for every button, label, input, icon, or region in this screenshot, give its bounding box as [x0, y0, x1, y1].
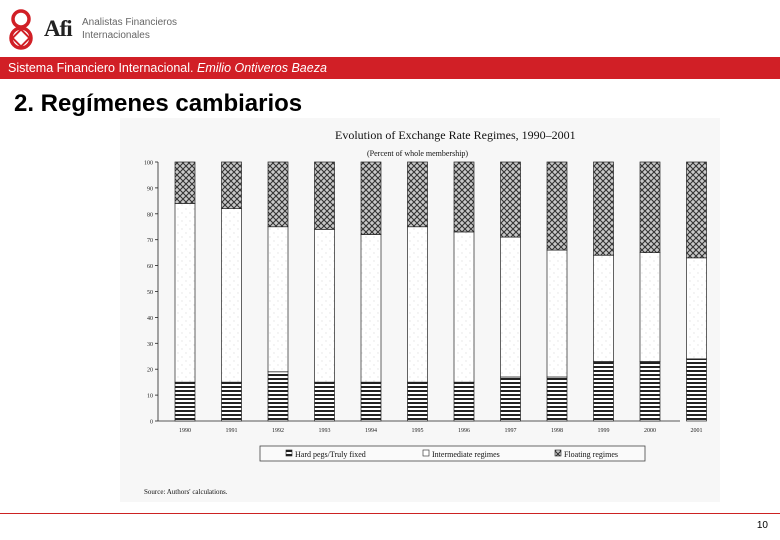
bar-segment-intermediate [361, 235, 381, 383]
bar-segment-floating [594, 162, 614, 255]
bar-segment-intermediate [687, 258, 707, 359]
bar-segment-intermediate [222, 209, 242, 383]
bar-segment-floating [687, 162, 707, 258]
x-tick-label: 1991 [225, 428, 238, 434]
bar-segment-floating [222, 162, 242, 209]
x-tick-label: 1990 [179, 428, 191, 434]
stacked-bar-chart [120, 118, 720, 502]
bar-segment-intermediate [315, 229, 335, 382]
bar-segment-hard-peg [315, 382, 335, 421]
x-tick-label: 1998 [551, 428, 563, 434]
x-axis-labels [179, 428, 703, 434]
legend-swatch-intermediate [423, 450, 429, 456]
bar-segment-hard-peg [361, 382, 381, 421]
y-tick-label: 60 [147, 264, 153, 271]
x-tick-label: 1994 [365, 428, 377, 434]
slide-title: 2. Regímenes cambiarios [14, 90, 303, 117]
bar-segment-intermediate [547, 250, 567, 377]
x-tick-label: 1997 [504, 428, 517, 434]
y-tick-label: 50 [147, 290, 153, 296]
author-name: Emilio Ontiveros Baeza [197, 61, 327, 75]
x-tick-label: 1995 [411, 428, 424, 434]
y-tick-label: 30 [147, 341, 153, 348]
bar-segment-hard-peg [268, 372, 288, 421]
bar-segment-floating [315, 162, 335, 229]
bar-segment-hard-peg [501, 377, 521, 421]
x-tick-label: 2001 [690, 428, 703, 434]
bar-segment-hard-peg [175, 382, 195, 421]
bar-segment-floating [501, 162, 521, 237]
bar-segment-floating [408, 162, 428, 227]
bar-segment-floating [640, 162, 660, 253]
legend-label-hard: Hard pegs/Truly fixed [295, 450, 366, 459]
bar-segment-intermediate [454, 232, 474, 382]
page-number: 10 [756, 520, 768, 531]
chart-source: Source: Authors' calculations. [144, 488, 228, 496]
bar-segment-hard-peg [640, 361, 660, 421]
bar-segment-hard-peg [454, 382, 474, 421]
legend-label-floating: Floating regimes [564, 450, 618, 459]
x-tick-label: 2000 [644, 428, 656, 434]
bar-segment-intermediate [408, 227, 428, 382]
x-tick-label: 1999 [597, 428, 610, 434]
bar-segment-floating [454, 162, 474, 232]
bar-segment-intermediate [594, 255, 614, 361]
y-tick-label: 10 [147, 393, 153, 400]
bar-segment-floating [175, 162, 195, 203]
bar-segment-hard-peg [408, 382, 428, 421]
legend-swatch-hard [286, 450, 292, 456]
header-bar-text [8, 61, 327, 75]
chart-image [120, 118, 720, 502]
bar-segment-intermediate [175, 203, 195, 382]
bar-segment-intermediate [501, 237, 521, 377]
y-tick-label: 40 [147, 315, 153, 322]
y-tick-label: 100 [144, 160, 153, 167]
brand-name-line1: Analistas Financieros [82, 17, 178, 28]
footer-rule [0, 513, 780, 514]
bar-segment-hard-peg [547, 377, 567, 421]
x-tick-label: 1993 [318, 428, 331, 434]
bar-segment-hard-peg [594, 361, 614, 421]
y-tick-label: 70 [147, 238, 153, 245]
course-title: Sistema Financiero Internacional. [8, 61, 194, 75]
bar-segment-floating [361, 162, 381, 235]
bar-segment-floating [268, 162, 288, 227]
bar-segment-intermediate [640, 253, 660, 362]
y-tick-label: 90 [147, 186, 153, 193]
chart-subtitle: (Percent of whole membership) [367, 149, 469, 158]
chart-title: Evolution of Exchange Rate Regimes, 1990–2001 [335, 128, 576, 142]
afi-logo-icon [6, 8, 36, 54]
y-tick-label: 80 [147, 212, 153, 219]
y-tick-label: 0 [150, 419, 153, 426]
x-tick-label: 1996 [458, 428, 470, 434]
x-tick-label: 1992 [272, 428, 284, 434]
legend [260, 446, 645, 461]
brand-mark: Afi [44, 16, 72, 41]
bars-group [175, 162, 707, 421]
legend-swatch-floating [555, 450, 561, 456]
bar-segment-intermediate [268, 227, 288, 372]
y-tick-label: 20 [147, 367, 153, 374]
bar-segment-floating [547, 162, 567, 250]
bar-segment-hard-peg [222, 382, 242, 421]
legend-label-intermediate: Intermediate regimes [432, 450, 500, 459]
bar-segment-hard-peg [687, 359, 707, 421]
brand-name-line2: Internacionales [82, 30, 150, 41]
